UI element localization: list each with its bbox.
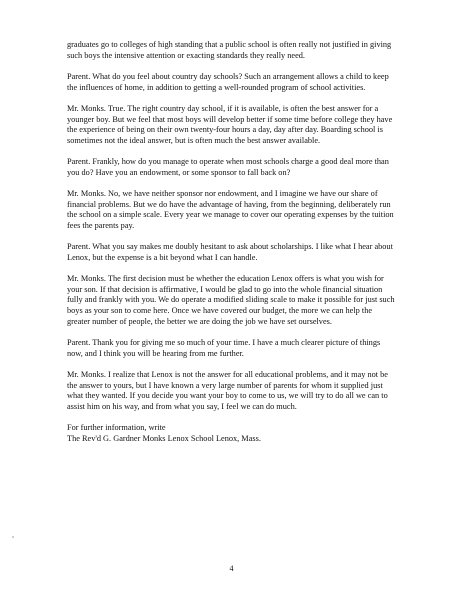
paragraph-monks-sliding-scale: Mr. Monks. The first decision must be whether the education Lenox offers is what you wish for your son. If that decision is affirmative, I would be glad to go into the whole financial situation fully and frankly with you. We do operate a modified sliding scale to make it possible for just such boys as your son to come here. Once we have covered our budget, the more we can help the greater number of people, the better we are doing the job we have set ourselves. (67, 274, 395, 326)
paragraph-parent-endowment: Parent. Frankly, how do you manage to operate when most schools charge a good deal more than you do? Have you an endowment, or some sponsor to fall back on? (67, 157, 389, 177)
contact-address-line: The Rev'd G. Gardner Monks Lenox School Lenox, Mass. (67, 433, 261, 443)
paragraph-monks-boarding: Mr. Monks. True. The right country day school, if it is available, is often the best answer for a younger boy. But we feel that most boys will develop better if some time before college they have the experience of being on their own twenty-four hours a day, day after day. Boarding school is sometimes not the ideal answer, but is often much the best answer available. (67, 103, 393, 145)
page-number: 4 (229, 564, 234, 573)
paragraph-parent-country-day: Parent. What do you feel about country day schools? Such an arrangement allows a child to keep the influences of home, in addition to getting a well-rounded program of school activities. (67, 71, 389, 92)
paragraph-monks-closing: Mr. Monks. I realize that Lenox is not the answer for all educational problems, and it may not be the answer to yours, but I have known a very large number of parents for whom it supplied just what they wanted. If you decide you want your boy to come to us, we will try to do all we can to assist him on his way, and from what you say, I feel we can do much. (67, 370, 388, 411)
contact-footer (67, 423, 397, 444)
paragraph-continued-graduates: graduates go to colleges of high standing that a public school is often really not justified in giving such boys the intensive attention or exacting standards they really need. (67, 40, 392, 60)
contact-intro-line: For further information, write (67, 423, 166, 433)
paragraph-parent-thanks: Parent. Thank you for giving me so much of your time. I have a much clearer picture of things now, and I think you will be hearing from me further. (67, 338, 381, 358)
document-body (67, 40, 397, 455)
paragraph-parent-scholarships: Parent. What you say makes me doubly hesitant to ask about scholarships. I like what I hear about Lenox, but the expense is a bit beyond what I can handle. (67, 242, 393, 262)
scan-speck (12, 536, 14, 538)
paragraph-monks-simple-scale: Mr. Monks. No, we have neither sponsor nor endowment, and I imagine we have our share of financial problems. But we do have the advantage of having, from the beginning, deliberately run the school on a simple scale. Every year we manage to cover our operating expenses by the tuition fees the parents pay. (67, 189, 394, 230)
